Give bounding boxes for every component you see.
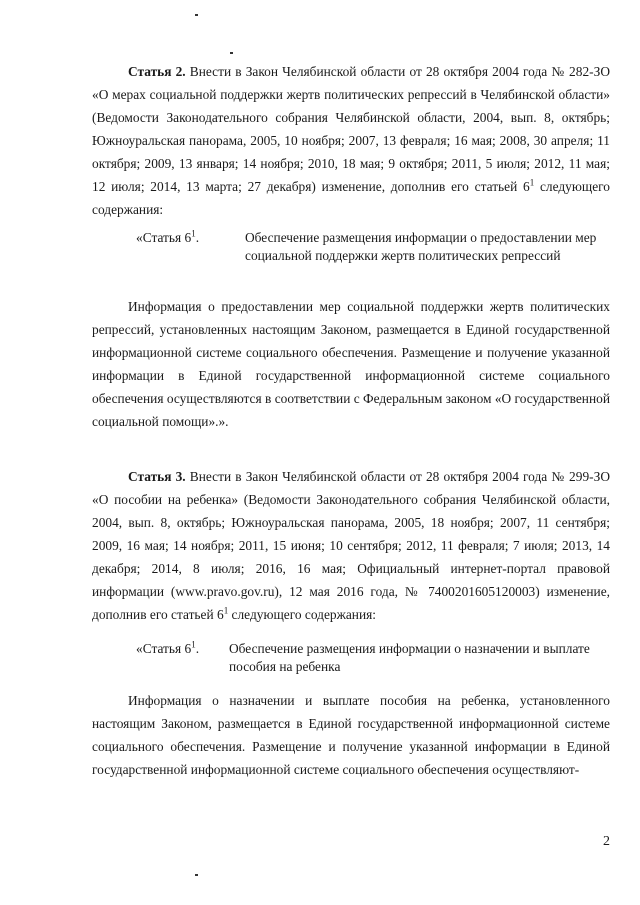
- article3-new-article-title: Обеспечение размещения информации о назначении и выплате пособия на ребенка: [229, 641, 590, 674]
- article2-intro: [92, 60, 610, 221]
- article2-new-article-title: Обеспечение размещения информации о предоставлении мер социальной поддержки жертв политических репрессий: [245, 230, 597, 263]
- article2-heading: Статья 2.: [128, 64, 186, 79]
- article3-new-article-label: «Статья $6^1$.: [136, 639, 200, 656]
- article3-intro-end: следующего содержания:: [228, 607, 377, 622]
- article3-intro: [92, 465, 610, 626]
- article2-new-article-label: «Статья $6^1$.: [136, 228, 200, 245]
- article3-intro-sup: 1: [223, 605, 229, 616]
- scan-speck: [195, 874, 198, 876]
- article2-intro-end: следующего содержания:: [92, 179, 610, 217]
- article2-intro-text: Внести в Закон Челябинской области от 28 октября 2004 года № 282-ЗО «О мерах социальной поддержки жертв политических репрессий в Челябинской области» (Ведомости Законодательного собрания Челябинской области, 2004, вып. 8, октябрь; Южноуральская панорама, 2005, 10 ноября; 2007, 13 февраля; 16 мая; 2008, 30 апреля; 11 октября; 2009, 13 января; 14 ноября; 2010, 18 мая; 9 октября; 2011, 5 июля; 2012, 11 мая; 12 июля; 2014, 13 марта; 27 декабря) изменение, дополнив его статьей 6: [92, 64, 610, 194]
- scan-speck: [230, 52, 233, 54]
- article3-intro-text: Внести в Закон Челябинской области от 28 октября 2004 года № 299-ЗО «О пособии на ребенка» (Ведомости Законодательного собрания Челябинской области, 2004, вып. 8, октябрь; Южноуральская панорама, 2005, 18 ноября; 2007, 11 сентября; 2009, 16 мая; 14 ноября; 2011, 15 июня; 10 сентября; 2012, 11 февраля; 7 июля; 2013, 14 декабря; 2014, 8 июля; 2016, 16 мая; Официальный интернет-портал правовой информации (www.pravo.gov.ru), 12 мая 2016 года, № 7400201605120003) изменение, дополнив его статьей 6: [92, 469, 610, 622]
- article3-heading: Статья 3.: [128, 469, 186, 484]
- article3-body: Информация о назначении и выплате пособия на ребенка, установленного настоящим Законом, размещается в Единой государственной информационной системе социального обеспечения. Размещение и получение указанной информации в Единой государственной информационной системе социального обеспечения осуществляют-: [92, 693, 610, 777]
- scan-speck: [195, 14, 198, 16]
- article2-body: Информация о предоставлении мер социальной поддержки жертв политических репрессий, установленных настоящим Законом, размещается в Единой государственной информационной системе социального обеспечения. Размещение и получение указанной информации в Единой государственной информационной системе социального обеспечения осуществляются в соответствии с Федеральным законом «О государственной социальной помощи».».: [92, 299, 610, 429]
- article2-intro-sup: 1: [529, 177, 535, 188]
- page-number: 2: [603, 834, 610, 849]
